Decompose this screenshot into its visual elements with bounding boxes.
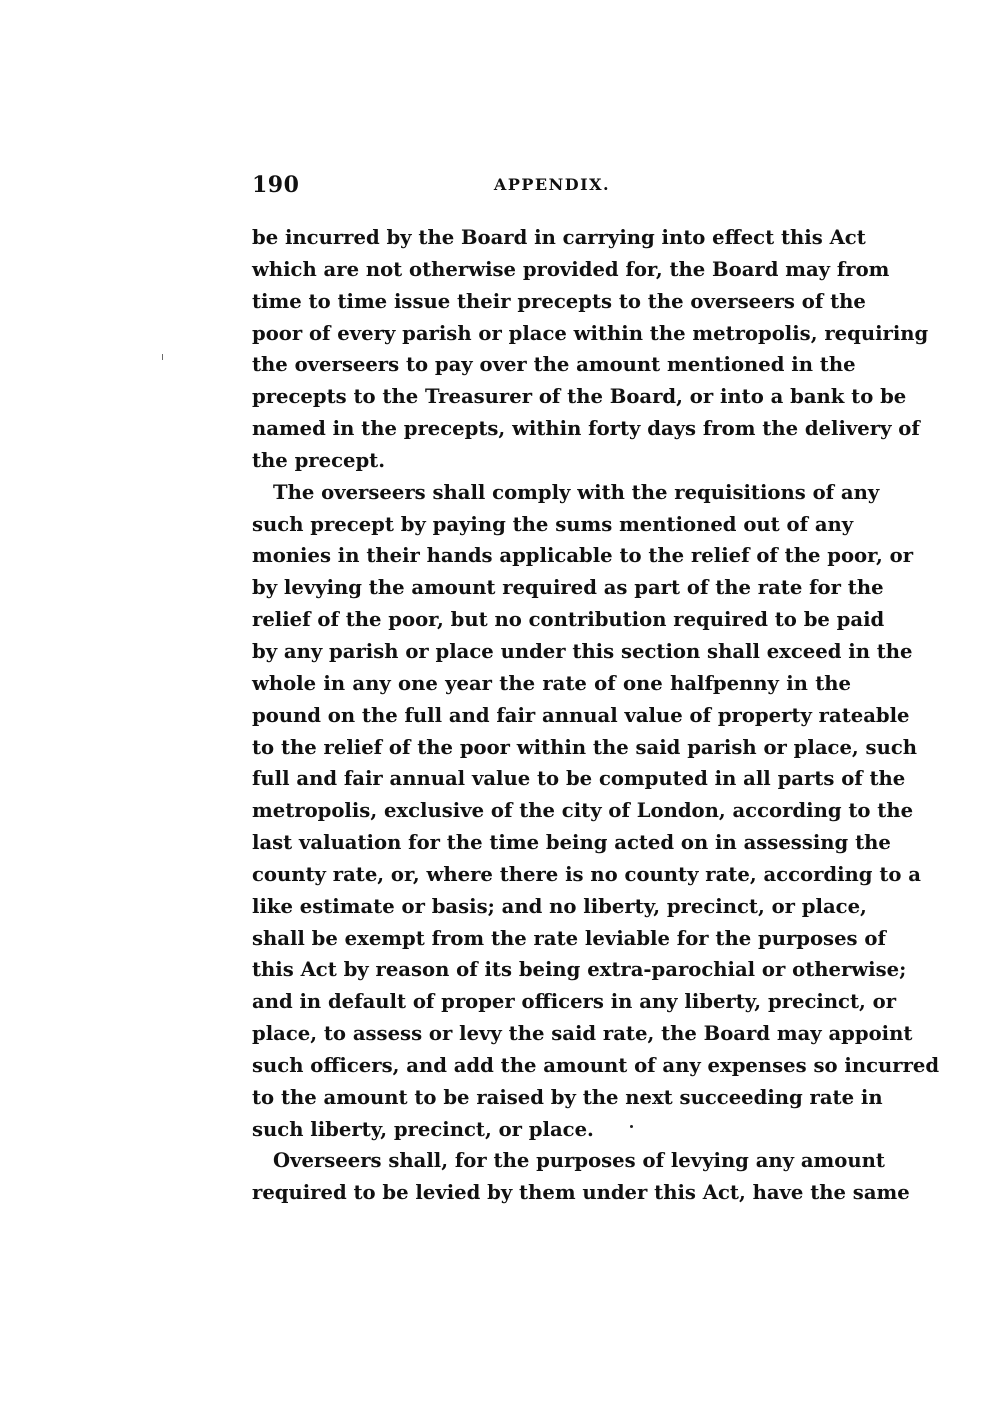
- text-line: this Act by reason of its being extra-parochial or otherwise;: [252, 958, 907, 982]
- text-line: The overseers shall comply with the requisitions of any: [273, 480, 880, 504]
- text-line: Overseers shall, for the purposes of levying any amount: [273, 1149, 885, 1173]
- text-line: to the amount to be raised by the next succeeding rate in: [252, 1085, 883, 1109]
- text-line: time to time issue their precepts to the overseers of the: [252, 289, 866, 313]
- text-line: such precept by paying the sums mentioned out of any: [252, 512, 854, 536]
- text-line: precepts to the Treasurer of the Board, or into a bank to be: [252, 385, 907, 409]
- text-line: named in the precepts, within forty days from the delivery of: [252, 417, 920, 441]
- running-head: APPENDIX.: [493, 175, 611, 194]
- text-line: by levying the amount required as part of the rate for the: [252, 576, 884, 600]
- text-line: full and fair annual value to be computed in all parts of the: [252, 767, 906, 791]
- text-line: whole in any one year the rate of one halfpenny in the: [252, 671, 851, 695]
- margin-speck: [162, 354, 163, 360]
- text-line: by any parish or place under this section shall exceed in the: [252, 639, 913, 663]
- ink-dot: [630, 1125, 633, 1128]
- text-line: such liberty, precinct, or place.: [252, 1117, 594, 1141]
- text-line: like estimate or basis; and no liberty, precinct, or place,: [252, 894, 867, 918]
- text-line: pound on the full and fair annual value of property rateable: [252, 703, 910, 727]
- text-line: shall be exempt from the rate leviable for the purposes of: [252, 926, 886, 950]
- text-line: monies in their hands applicable to the relief of the poor, or: [252, 544, 914, 568]
- page-number: 190: [252, 172, 300, 198]
- text-line: and in default of proper officers in any liberty, precinct, or: [252, 990, 897, 1014]
- text-line: place, to assess or levy the said rate, the Board may appoint: [252, 1022, 913, 1046]
- text-line: be incurred by the Board in carrying into effect this Act: [252, 226, 866, 249]
- paragraph: [252, 477, 940, 1146]
- text-line: county rate, or, where there is no county rate, according to a: [252, 862, 921, 886]
- text-line: metropolis, exclusive of the city of London, according to the: [252, 799, 914, 823]
- text-line: which are not otherwise provided for, the Board may from: [252, 257, 890, 281]
- text-line: poor of every parish or place within the metropolis, requiring: [252, 321, 929, 345]
- paragraph: [252, 222, 929, 477]
- text-line: the overseers to pay over the amount mentioned in the: [252, 353, 856, 377]
- body-text: [252, 222, 940, 1209]
- text-line: the precept.: [252, 448, 386, 472]
- text-line: last valuation for the time being acted on in assessing the: [252, 831, 891, 855]
- text-line: required to be levied by them under this Act, have the same: [252, 1181, 910, 1205]
- text-line: to the relief of the poor within the said parish or place, such: [252, 735, 918, 759]
- page-header: [252, 172, 852, 202]
- text-line: relief of the poor, but no contribution required to be paid: [252, 608, 885, 632]
- text-line: such officers, and add the amount of any expenses so incurred: [252, 1053, 940, 1077]
- paragraph: [252, 1145, 910, 1209]
